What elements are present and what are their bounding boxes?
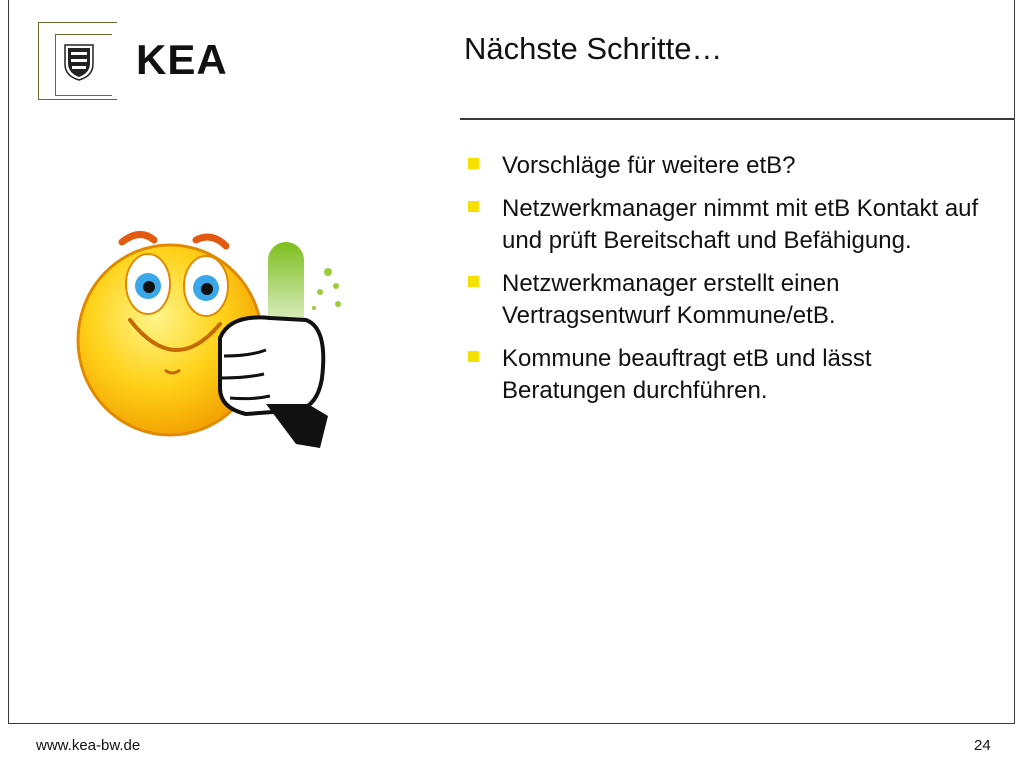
bullet-item — [466, 193, 996, 257]
bullet-text: Netzwerkmanager nimmt mit etB Kontakt auf und prüft Bereitschaft und Befähigung. — [502, 195, 979, 254]
bullet-item — [466, 343, 996, 407]
logo-wordmark: KEA — [136, 36, 228, 83]
square-bullet-icon — [468, 201, 479, 212]
square-bullet-icon — [468, 276, 479, 287]
header-divider — [460, 118, 1015, 120]
footer-url[interactable]: www.kea-bw.de — [36, 737, 141, 754]
square-bullet-icon — [468, 351, 479, 362]
page-number: 24 — [974, 737, 991, 754]
bullet-item — [466, 150, 996, 182]
bullet-item — [466, 268, 996, 332]
crest-icon — [62, 42, 96, 82]
bullet-text: Vorschläge für weitere etB? — [502, 152, 796, 179]
bullet-text: Netzwerkmanager erstellt einen Vertragsentwurf Kommune/etB. — [502, 270, 840, 329]
slide-title: Nächste Schritte… — [464, 31, 723, 66]
bullet-list — [466, 150, 996, 418]
bullet-text: Kommune beauftragt etB und lässt Beratungen durchführen. — [502, 345, 872, 404]
thumbs-up-smiley-icon — [70, 228, 360, 458]
square-bullet-icon — [468, 158, 479, 169]
